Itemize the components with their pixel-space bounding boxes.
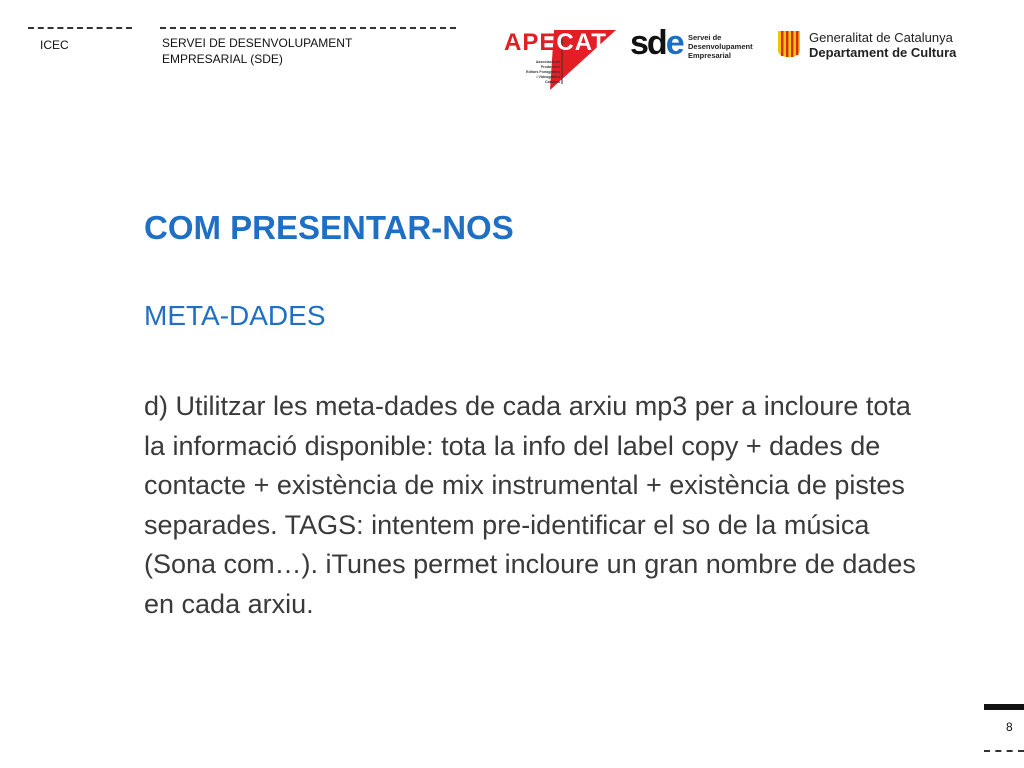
apecat-wordmark (504, 29, 607, 57)
header-sde-line1: SERVEI DE DESENVOLUPAMENT (162, 36, 353, 50)
apecat-subtitle (504, 60, 560, 85)
header-sde-line2: EMPRESARIAL (SDE) (162, 52, 283, 66)
sde-mark-s: s (630, 24, 647, 62)
header-icec-label: ICEC (40, 38, 69, 52)
apecat-subtitle-line: Catalans (545, 80, 560, 84)
apecat-word-white: CAT (556, 29, 607, 56)
generalitat-logo (777, 28, 997, 62)
header-sde-label (162, 35, 352, 67)
generalitat-line2: Departament de Cultura (809, 45, 957, 60)
generalitat-line1: Generalitat de Catalunya (809, 30, 953, 45)
sde-logo-line1: Servei de (688, 33, 722, 42)
apecat-subtitle-line: Editors Fonogràfics (526, 70, 560, 74)
senyera-icon (777, 30, 801, 58)
apecat-subtitle-line: Productors (540, 65, 560, 69)
sde-logo-text (688, 33, 768, 60)
apecat-subtitle-line: i Videogràfics (536, 75, 560, 79)
footer-rule (984, 750, 1024, 752)
page-number: 8 (1006, 720, 1013, 734)
sde-logo-mark (630, 25, 683, 61)
apecat-logo (500, 26, 620, 92)
apecat-word-red: APE (504, 29, 557, 56)
header-rule-left (28, 27, 132, 29)
slide-title: COM PRESENTAR-NOS (144, 209, 514, 246)
slide-body: d) Utilitzar les meta-dades de cada arxiu mp3 per a incloure tota la informació disponible: tota la info del label copy + dades de contacte + existència de mix instrumental + existència de pistes separades. TAGS: intentem pre-identificar el so de la música (Sona com…). iTunes permet incloure un gran nombre de dades en cada arxiu. (144, 391, 916, 619)
sde-logo-line2: Desenvolupament (688, 42, 753, 51)
sde-logo-line3: Empresarial (688, 51, 731, 60)
footer-bar (984, 704, 1024, 710)
sde-mark-d: d (646, 24, 666, 62)
header-rule-center (160, 27, 456, 29)
apecat-subtitle-line: Associació de (535, 60, 560, 64)
slide-subtitle: META-DADES (144, 300, 326, 331)
sde-mark-e: e (665, 24, 683, 62)
